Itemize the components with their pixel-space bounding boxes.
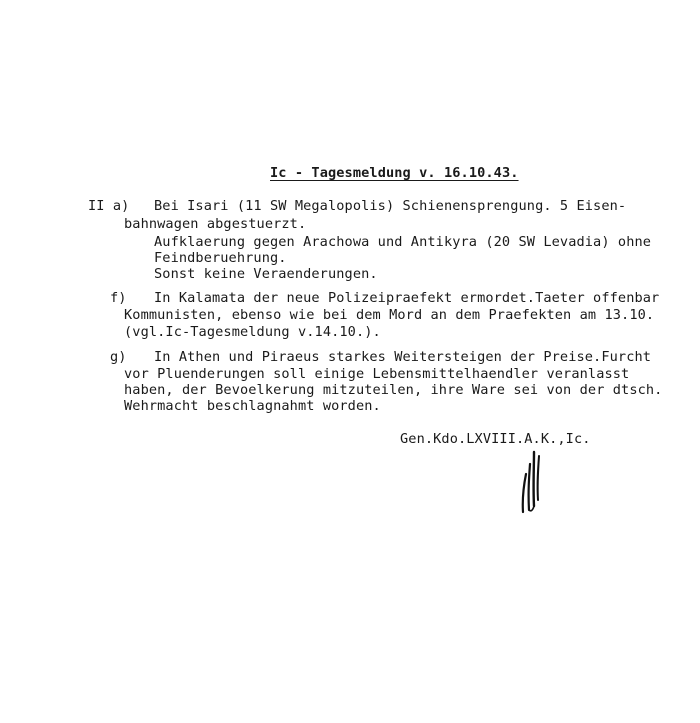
signature-block: Gen.Kdo.LXVIII.A.K.,Ic. [400, 431, 591, 447]
section-line: In Kalamata der neue Polizeipraefekt ermordet.Taeter offenbar [154, 290, 660, 306]
section-marker: g) [110, 349, 127, 365]
document-title: Ic - Tagesmeldung v. 16.10.43. [270, 165, 519, 181]
section-line: haben, der Bevoelkerung mitzuteilen, ihre Ware sei von der dtsch. [124, 382, 663, 398]
section-line: vor Pluenderungen soll einige Lebensmittelhaendler veranlasst [124, 366, 630, 382]
section-line: Feindberuehrung. [154, 250, 287, 266]
section-line: Wehrmacht beschlagnahmt worden. [124, 398, 381, 414]
section-line: Sonst keine Veraenderungen. [154, 266, 378, 282]
section-line: Aufklaerung gegen Arachowa und Antikyra (20 SW Levadia) ohne [154, 234, 652, 250]
handwritten-signature [512, 446, 552, 518]
section-line: In Athen und Piraeus starkes Weitersteigen der Preise.Furcht [154, 349, 652, 365]
section-marker: f) [110, 290, 127, 306]
section-line: bahnwagen abgestuerzt. [124, 216, 307, 232]
section-line: Kommunisten, ebenso wie bei dem Mord an dem Praefekten am 13.10. [124, 307, 655, 323]
section-line: (vgl.Ic-Tagesmeldung v.14.10.). [124, 324, 381, 340]
section-line: Bei Isari (11 SW Megalopolis) Schienensprengung. 5 Eisen- [154, 198, 627, 214]
section-marker: II a) [88, 198, 130, 214]
